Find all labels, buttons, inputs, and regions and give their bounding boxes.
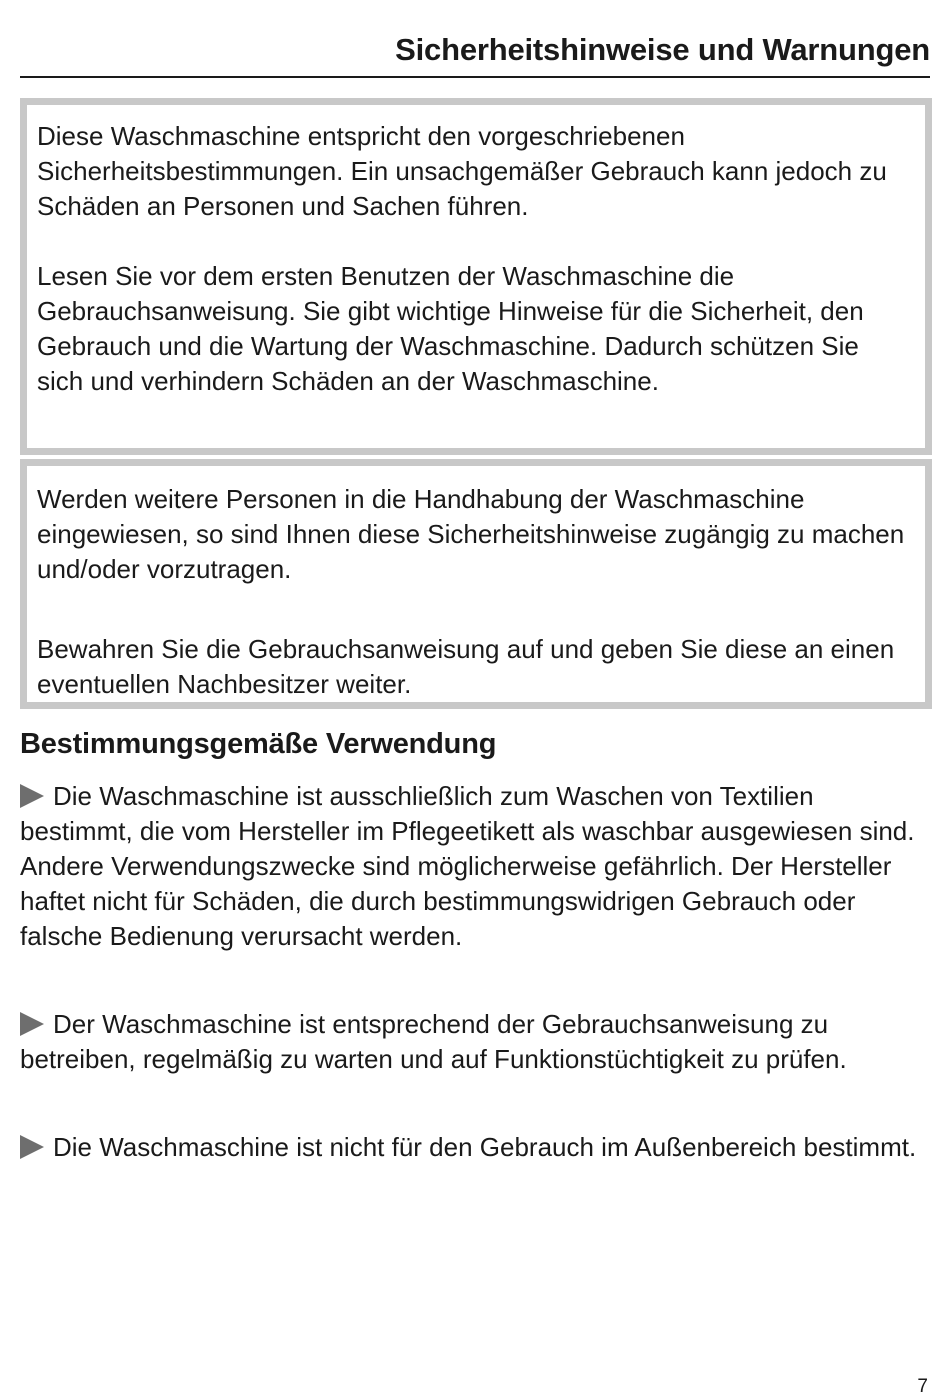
usage-item-text: Die Waschmaschine ist nicht für den Gebrauch im Außenbereich bestimmt.	[53, 1132, 917, 1162]
notice-paragraph: Bewahren Sie die Gebrauchsanweisung auf und geben Sie diese an einen eventuellen Nachbesitzer weiter.	[37, 634, 895, 699]
page-title: Sicherheitshinweise und Warnungen	[395, 32, 930, 67]
triangle-bullet-icon	[20, 1012, 44, 1036]
instruction-notice-box	[20, 459, 932, 709]
usage-item	[20, 1007, 920, 1077]
section-heading: Bestimmungsgemäße Verwendung	[20, 728, 497, 760]
usage-item	[20, 779, 920, 954]
usage-item	[20, 1130, 920, 1165]
triangle-bullet-icon	[20, 784, 44, 808]
page-header	[20, 30, 930, 78]
safety-notice-box	[20, 98, 932, 455]
triangle-bullet-icon	[20, 1135, 44, 1159]
notice-paragraph: Diese Waschmaschine entspricht den vorgeschriebenen Sicherheitsbestimmungen. Ein unsachgemäßer Gebrauch kann jedoch zu Schäden an Personen und Sachen führen.	[37, 121, 887, 221]
page-number: 7	[917, 1376, 928, 1397]
notice-paragraph: Werden weitere Personen in die Handhabung der Waschmaschine eingewiesen, so sind Ihnen diese Sicherheitshinweise zugängig zu machen und/oder vorzutragen.	[37, 484, 905, 584]
notice-paragraph: Lesen Sie vor dem ersten Benutzen der Waschmaschine die Gebrauchsanweisung. Sie gibt wichtige Hinweise für die Sicherheit, den Gebrauch und die Wartung der Waschmaschine. Dadurch schützen Sie sich und verhindern Schäden an der Waschmaschine.	[37, 261, 864, 396]
usage-item-text: Der Waschmaschine ist entsprechend der Gebrauchsanweisung zu betreiben, regelmäßig zu warten und auf Funktionstüchtigkeit zu prüfen.	[20, 1009, 847, 1074]
usage-item-text: Die Waschmaschine ist ausschließlich zum Waschen von Textilien bestimmt, die vom Hersteller im Pflegeetikett als waschbar ausgewiesen sind. Andere Verwendungszwecke sind möglicherweise gefährlich. Der Hersteller haftet nicht für Schäden, die durch bestimmungswidrigen Gebrauch oder falsche Bedienung verursacht werden.	[20, 781, 915, 951]
